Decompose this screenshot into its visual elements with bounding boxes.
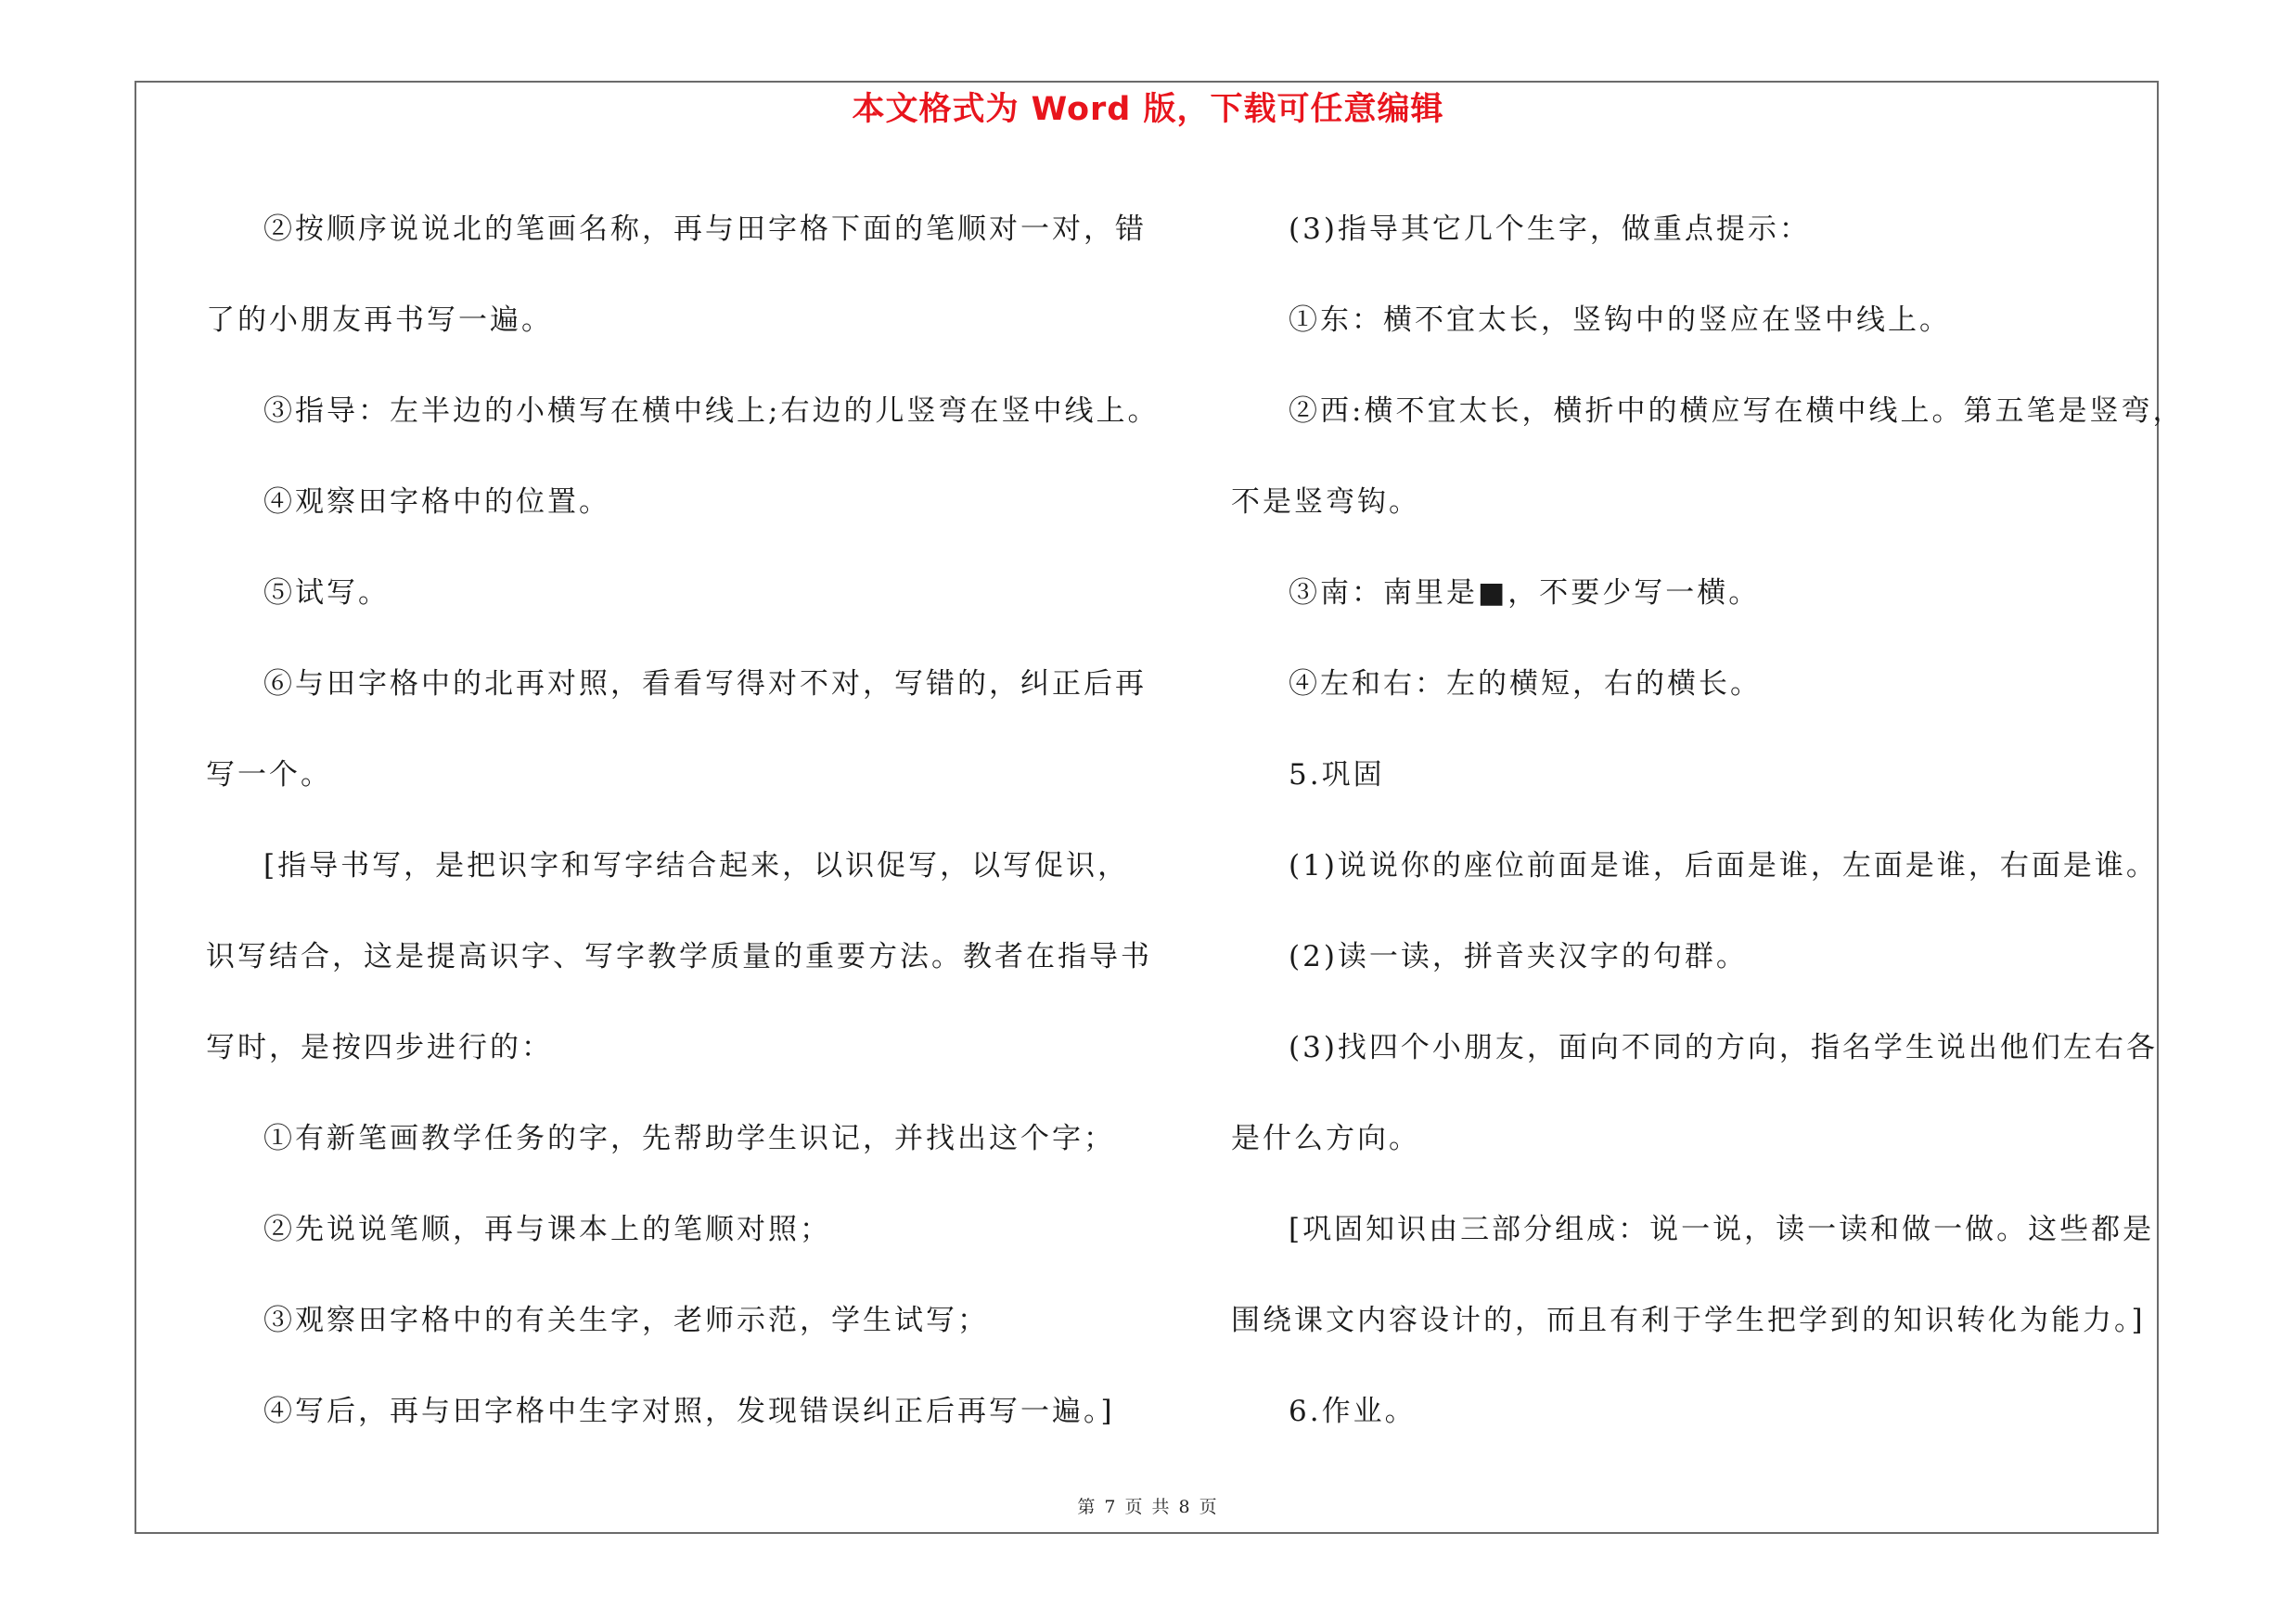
paragraph: ⑤试写。 xyxy=(263,576,390,610)
paragraph: 了的小朋友再书写一遍。 xyxy=(206,303,553,337)
paragraph: [指导书写，是把识字和写字结合起来，以识促写，以写促识， xyxy=(263,849,1130,882)
right-column xyxy=(1231,184,2185,1457)
paragraph: 不是竖弯钩。 xyxy=(1231,485,1420,519)
paragraph: 5.巩固 xyxy=(1289,758,1385,792)
paragraph: 围绕课文内容设计的，而且有利于学生把学到的知识转化为能力。] xyxy=(1231,1304,2146,1337)
paragraph: ④观察田字格中的位置。 xyxy=(263,485,610,519)
paragraph: 是什么方向。 xyxy=(1231,1122,1420,1155)
paragraph: ③观察田字格中的有关生字，老师示范，学生试写； xyxy=(263,1304,989,1337)
paragraph: (3)找四个小朋友，面向不同的方向，指名学生说出他们左右各 xyxy=(1289,1031,2158,1064)
paragraph: (3)指导其它几个生字，做重点提示： xyxy=(1289,213,1811,246)
paragraph: ④左和右：左的横短，右的横长。 xyxy=(1289,667,1762,701)
left-column xyxy=(206,184,1160,1457)
paragraph: ②西:横不宜太长，横折中的横应写在横中线上。第五笔是竖弯， xyxy=(1289,394,2185,428)
paragraph: ②按顺序说说北的笔画名称，再与田字格下面的笔顺对一对，错 xyxy=(263,213,1147,246)
paragraph: 写一个。 xyxy=(206,758,332,792)
paragraph: 6.作业。 xyxy=(1289,1395,1417,1428)
paragraph: ①东：横不宜太长，竖钩中的竖应在竖中线上。 xyxy=(1289,303,1951,337)
paragraph: 写时，是按四步进行的： xyxy=(206,1031,553,1064)
paragraph: 识写结合，这是提高识字、写字教学质量的重要方法。教者在指导书 xyxy=(206,940,1152,973)
paragraph: ③南：南里是■，不要少写一横。 xyxy=(1289,576,1761,610)
paragraph: (1)说说你的座位前面是谁，后面是谁，左面是谁，右面是谁。 xyxy=(1289,849,2158,882)
paragraph: ④写后，再与田字格中生字对照，发现错误纠正后再写一遍。] xyxy=(263,1395,1115,1428)
paragraph: ②先说说笔顺，再与课本上的笔顺对照； xyxy=(263,1213,831,1246)
paragraph: [巩固知识由三部分组成：说一说，读一读和做一做。这些都是 xyxy=(1289,1213,2155,1246)
paragraph: ③指导：左半边的小横写在横中线上;右边的儿竖弯在竖中线上。 xyxy=(263,394,1160,428)
paragraph: ①有新笔画教学任务的字，先帮助学生识记，并找出这个字； xyxy=(263,1122,1115,1155)
paragraph: (2)读一读，拼音夹汉字的句群。 xyxy=(1289,940,1748,973)
page-number: 第 7 页 共 8 页 xyxy=(1077,1497,1219,1517)
format-banner: 本文格式为 Word 版，下载可任意编辑 xyxy=(852,91,1444,128)
paragraph: ⑥与田字格中的北再对照，看看写得对不对，写错的，纠正后再 xyxy=(263,667,1147,701)
